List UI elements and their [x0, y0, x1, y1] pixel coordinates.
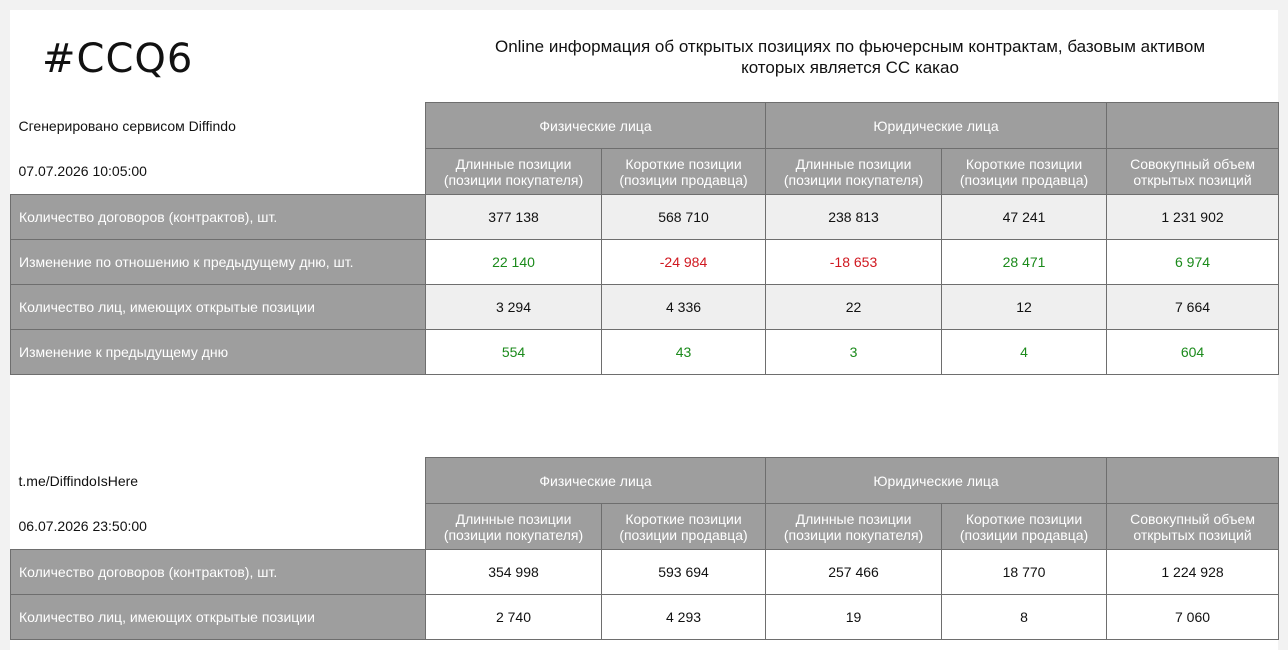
change-cell: 554 [426, 330, 602, 375]
col-header-line: Длинные позиции [795, 510, 912, 527]
col-header-line: Совокупный объем [1130, 155, 1255, 172]
col-header-line: открытых позиций [1133, 526, 1252, 543]
positions-table-current [10, 102, 1279, 375]
table-cell: 3 294 [426, 285, 602, 330]
table-cell: 238 813 [766, 195, 942, 240]
change-cell: 604 [1107, 330, 1279, 375]
source-link-label: t.me/DiffindoIsHere [11, 458, 426, 504]
report-title-line2: которых является CC какао [741, 58, 959, 77]
col-header-line: (позиции продавца) [959, 526, 1089, 543]
table-cell: 4 336 [602, 285, 766, 330]
table-cell: 257 466 [766, 550, 942, 595]
table-cell: 377 138 [426, 195, 602, 240]
group-header-empty [1107, 458, 1279, 504]
col-header-legal-long [766, 504, 942, 550]
table-row [11, 240, 1279, 285]
group-header-empty [1107, 103, 1279, 149]
table-row [11, 595, 1279, 640]
table-cell: 22 [766, 285, 942, 330]
col-header-phys-long [426, 504, 602, 550]
table-cell: 7 664 [1107, 285, 1279, 330]
table-cell: 7 060 [1107, 595, 1279, 640]
col-header-legal-short [942, 149, 1107, 195]
col-header-phys-long [426, 149, 602, 195]
col-header-line: открытых позиций [1133, 171, 1252, 188]
col-header-line: Короткие позиции [965, 155, 1083, 172]
table-row [11, 550, 1279, 595]
table-cell: 568 710 [602, 195, 766, 240]
table-cell: 18 770 [942, 550, 1107, 595]
col-header-total [1107, 504, 1279, 550]
row-label: Изменение к предыдущему дню [11, 330, 426, 375]
table-cell: 19 [766, 595, 942, 640]
col-header-phys-short [602, 504, 766, 550]
col-header-line: Короткие позиции [625, 155, 742, 172]
col-header-line: Длинные позиции [455, 155, 572, 172]
group-header-legal: Юридические лица [766, 458, 1107, 504]
change-cell: 28 471 [942, 240, 1107, 285]
table-cell: 593 694 [602, 550, 766, 595]
col-header-line: Длинные позиции [795, 155, 912, 172]
change-cell: -24 984 [602, 240, 766, 285]
table-cell: 8 [942, 595, 1107, 640]
col-header-line: Совокупный объем [1130, 510, 1255, 527]
col-header-line: (позиции продавца) [619, 171, 748, 188]
row-label: Количество договоров (контрактов), шт. [11, 550, 426, 595]
col-header-line: Длинные позиции [455, 510, 572, 527]
change-cell: 3 [766, 330, 942, 375]
group-header-physical: Физические лица [426, 458, 766, 504]
change-cell: 4 [942, 330, 1107, 375]
report-title [450, 36, 1250, 78]
change-cell: -18 653 [766, 240, 942, 285]
row-label: Количество лиц, имеющих открытые позиции [11, 285, 426, 330]
report-page [10, 10, 1278, 650]
change-cell: 22 140 [426, 240, 602, 285]
timestamp-label: 06.07.2026 23:50:00 [11, 504, 426, 550]
table-row [11, 285, 1279, 330]
table-cell: 2 740 [426, 595, 602, 640]
col-header-line: Короткие позиции [965, 510, 1083, 527]
row-label: Изменение по отношению к предыдущему дню, шт. [11, 240, 426, 285]
report-title-line1: Online информация об открытых позициях по фьючерсным контрактам, базовым активом [494, 37, 1206, 56]
group-header-legal: Юридические лица [766, 103, 1107, 149]
col-header-line: (позиции продавца) [619, 526, 748, 543]
table-cell: 1 224 928 [1107, 550, 1279, 595]
change-cell: 43 [602, 330, 766, 375]
col-header-line: (позиции покупателя) [783, 171, 924, 188]
col-header-legal-short [942, 504, 1107, 550]
table-cell: 354 998 [426, 550, 602, 595]
table-cell: 1 231 902 [1107, 195, 1279, 240]
change-cell: 6 974 [1107, 240, 1279, 285]
col-header-phys-short [602, 149, 766, 195]
table-row [11, 195, 1279, 240]
positions-table-previous [10, 457, 1279, 640]
group-header-physical: Физические лица [426, 103, 766, 149]
col-header-line: Короткие позиции [625, 510, 742, 527]
row-label: Количество лиц, имеющих открытые позиции [11, 595, 426, 640]
row-label: Количество договоров (контрактов), шт. [11, 195, 426, 240]
source-label: Сгенерировано сервисом Diffindo [11, 103, 426, 149]
col-header-line: (позиции покупателя) [783, 526, 924, 543]
col-header-legal-long [766, 149, 942, 195]
col-header-line: (позиции покупателя) [443, 526, 584, 543]
col-header-total [1107, 149, 1279, 195]
timestamp-label: 07.07.2026 10:05:00 [11, 149, 426, 195]
table-row [11, 330, 1279, 375]
col-header-line: (позиции покупателя) [443, 171, 584, 188]
table-cell: 47 241 [942, 195, 1107, 240]
table-cell: 4 293 [602, 595, 766, 640]
table-cell: 12 [942, 285, 1107, 330]
ticker-title: #CCQ6 [42, 36, 194, 82]
col-header-line: (позиции продавца) [959, 171, 1089, 188]
